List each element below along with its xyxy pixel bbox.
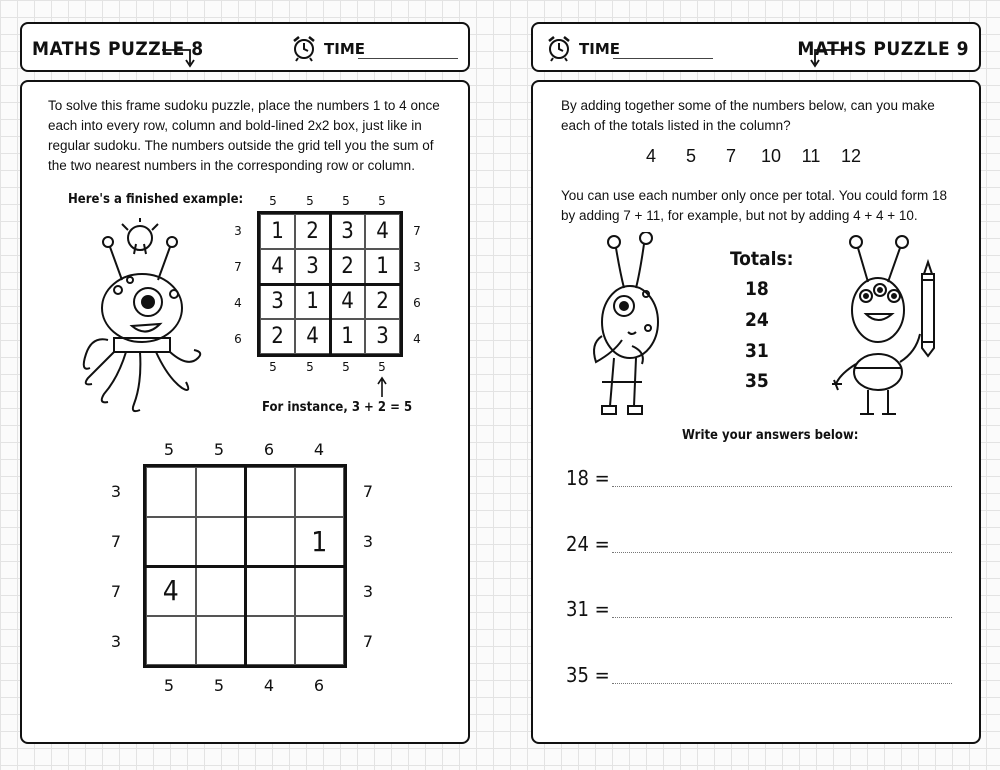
- example-clue-left: 4: [234, 296, 242, 310]
- right-header: [531, 22, 981, 72]
- octopus-alien-illustration: [78, 218, 218, 418]
- number-item: 4: [645, 146, 656, 166]
- grid-cell: 2: [330, 249, 365, 284]
- time-line[interactable]: [613, 58, 713, 59]
- grid-cell: 4: [330, 284, 365, 319]
- answer-label: 31 =: [566, 597, 610, 621]
- grid-cell: 4: [146, 566, 196, 616]
- puzzle-clue-top: 4: [313, 440, 325, 459]
- puzzle-8-title: MATHS PUZZLE 8: [32, 38, 204, 60]
- example-clue-bottom: 5: [342, 360, 350, 374]
- example-clue-right: 7: [413, 224, 421, 238]
- puzzle-clue-left: 3: [110, 632, 122, 651]
- number-list: [631, 146, 871, 167]
- example-note: For instance, 3 + 2 = 5: [262, 400, 413, 415]
- grid-cell: 1: [295, 284, 330, 319]
- grid-cell[interactable]: [146, 467, 196, 517]
- puzzle-sudoku-grid: [143, 464, 347, 668]
- grid-cell: 4: [260, 249, 295, 284]
- grid-cell: 3: [330, 214, 365, 249]
- grid-cell: 2: [260, 319, 295, 354]
- puzzle-clue-right: 3: [362, 582, 374, 601]
- puzzle-clue-left: 7: [110, 582, 122, 601]
- example-clue-top: 5: [342, 194, 350, 208]
- time-label: TIME: [579, 40, 620, 58]
- example-caption: Here's a finished example:: [68, 192, 244, 207]
- arrow-up-icon: [376, 376, 388, 398]
- puzzle-clue-top: 5: [163, 440, 175, 459]
- grid-cell: 3: [295, 249, 330, 284]
- answer-label: 24 =: [566, 532, 610, 556]
- example-sudoku-grid: [257, 211, 403, 357]
- answer-line[interactable]: [612, 683, 952, 684]
- example-clue-right: 6: [413, 296, 421, 310]
- example-clue-left: 3: [234, 224, 242, 238]
- addition-question: By adding together some of the numbers below, can you make each of the totals listed in the column?: [561, 98, 935, 133]
- arrow-down-right-icon: [160, 42, 196, 68]
- time-line[interactable]: [358, 58, 458, 59]
- grid-cell[interactable]: [245, 566, 295, 616]
- time-label: TIME: [324, 40, 365, 58]
- grid-cell: 1: [260, 214, 295, 249]
- example-clue-right: 3: [413, 260, 421, 274]
- total-value: 18: [745, 278, 769, 300]
- answer-line[interactable]: [612, 552, 952, 553]
- grid-cell: 4: [365, 214, 400, 249]
- grid-cell: 1: [365, 249, 400, 284]
- alarm-clock-icon: [545, 34, 573, 62]
- answer-label: 18 =: [566, 466, 610, 490]
- grid-cell: 3: [365, 319, 400, 354]
- grid-cell[interactable]: [295, 467, 345, 517]
- puzzle-clue-bottom: 4: [263, 676, 275, 695]
- number-item: 12: [840, 146, 862, 166]
- puzzle-clue-top: 5: [213, 440, 225, 459]
- example-clue-left: 7: [234, 260, 242, 274]
- grid-cell[interactable]: [196, 517, 246, 567]
- grid-cell[interactable]: [245, 616, 295, 666]
- puzzle-clue-right: 7: [362, 482, 374, 501]
- answer-label: 35 =: [566, 663, 610, 687]
- puzzle-clue-right: 7: [362, 632, 374, 651]
- total-value: 35: [745, 370, 769, 392]
- grid-cell[interactable]: [146, 616, 196, 666]
- example-clue-bottom: 5: [269, 360, 277, 374]
- puzzle-clue-top: 6: [263, 440, 275, 459]
- number-item: 11: [801, 146, 821, 166]
- grid-cell[interactable]: [196, 566, 246, 616]
- puzzle-clue-left: 3: [110, 482, 122, 501]
- puzzle-clue-left: 7: [110, 532, 122, 551]
- pencil-alien-illustration: [830, 234, 946, 420]
- number-item: 10: [760, 146, 782, 166]
- example-clue-bottom: 5: [306, 360, 314, 374]
- example-clue-bottom: 5: [378, 360, 386, 374]
- grid-cell: 1: [330, 319, 365, 354]
- grid-cell[interactable]: [295, 566, 345, 616]
- grid-cell: 3: [260, 284, 295, 319]
- total-value: 24: [745, 309, 769, 331]
- grid-cell[interactable]: [295, 616, 345, 666]
- example-clue-right: 4: [413, 332, 421, 346]
- grid-cell[interactable]: [196, 467, 246, 517]
- grid-cell: 4: [295, 319, 330, 354]
- puzzle-clue-right: 3: [362, 532, 374, 551]
- grid-cell: 2: [365, 284, 400, 319]
- thinking-alien-illustration: [584, 232, 684, 420]
- box-divider: [146, 565, 344, 568]
- example-clue-top: 5: [269, 194, 277, 208]
- alarm-clock-icon: [290, 34, 318, 62]
- number-item: 5: [685, 146, 696, 166]
- left-header: [20, 22, 470, 72]
- answer-line[interactable]: [612, 617, 952, 618]
- grid-cell[interactable]: [245, 467, 295, 517]
- puzzle-clue-bottom: 6: [313, 676, 325, 695]
- example-clue-top: 5: [378, 194, 386, 208]
- answer-line[interactable]: [612, 486, 952, 487]
- grid-cell: 2: [295, 214, 330, 249]
- totals-label: Totals:: [730, 248, 794, 270]
- box-divider: [260, 283, 400, 286]
- answers-label: Write your answers below:: [682, 428, 859, 443]
- puzzle-clue-bottom: 5: [213, 676, 225, 695]
- addition-rule: You can use each number only once per total. You could form 18 by adding 7 + 11, for example, but not by adding 4 + 4 + 10.: [561, 188, 948, 223]
- grid-cell[interactable]: [146, 517, 196, 567]
- puzzle-9-title: MATHS PUZZLE 9: [797, 38, 969, 60]
- puzzle-clue-bottom: 5: [163, 676, 175, 695]
- grid-cell: 1: [295, 517, 345, 567]
- sudoku-instructions: To solve this frame sudoku puzzle, place the numbers 1 to 4 once each into every row, column and bold-lined 2x2 box, just like in regular sudoku. The numbers outside the grid tell you the sum of the two nearest numbers in the corresponding row or column.: [48, 98, 440, 173]
- grid-cell[interactable]: [196, 616, 246, 666]
- total-value: 31: [745, 340, 769, 362]
- number-item: 7: [725, 146, 736, 166]
- grid-cell[interactable]: [245, 517, 295, 567]
- example-clue-left: 6: [234, 332, 242, 346]
- example-clue-top: 5: [306, 194, 314, 208]
